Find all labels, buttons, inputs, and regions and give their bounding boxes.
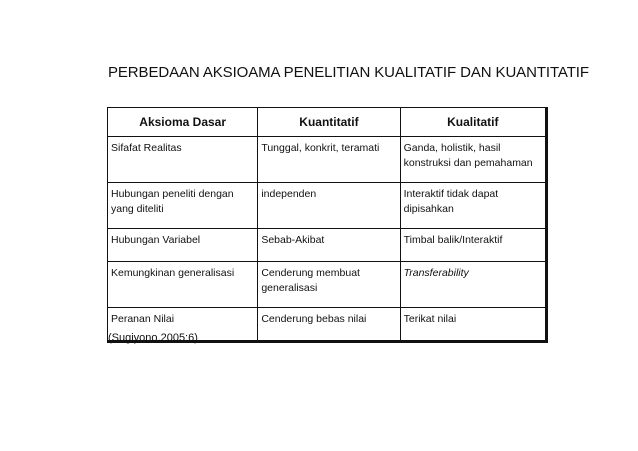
cell-kuantitatif: Sebab-Akibat [258,229,400,262]
cell-kualitatif: Interaktif tidak dapat dipisahkan [400,183,546,229]
cell-aksioma: Kemungkinan generalisasi [108,262,258,308]
cell-kuantitatif: Tunggal, konkrit, teramati [258,137,400,183]
cell-kuantitatif: Cenderung bebas nilai [258,308,400,342]
table-row [108,262,547,308]
cell-kuantitatif: Cenderung membuat generalisasi [258,262,400,308]
header-kuantitatif: Kuantitatif [258,108,400,137]
table-row [108,137,547,183]
header-aksioma-dasar: Aksioma Dasar [108,108,258,137]
cell-kuantitatif: independen [258,183,400,229]
comparison-table-container [107,107,548,343]
cell-kualitatif: Terikat nilai [400,308,546,342]
cell-kualitatif: Ganda, holistik, hasil konstruksi dan pemahaman [400,137,546,183]
table-row [108,183,547,229]
cell-aksioma: Peranan Nilai [108,308,258,342]
cell-aksioma: Hubungan peneliti dengan yang diteliti [108,183,258,229]
cell-aksioma: Sifafat Realitas [108,137,258,183]
table-header-row [108,108,547,137]
table-row [108,229,547,262]
header-kualitatif: Kualitatif [400,108,546,137]
page-title: PERBEDAAN AKSIOAMA PENELITIAN KUALITATIF DAN KUANTITATIF [108,64,589,81]
source-citation: (Sugiyono,2005:6) [108,332,198,344]
cell-kualitatif: Timbal balik/Interaktif [400,229,546,262]
cell-kualitatif: Transferability [400,262,546,308]
cell-aksioma: Hubungan Variabel [108,229,258,262]
comparison-table [107,107,548,343]
